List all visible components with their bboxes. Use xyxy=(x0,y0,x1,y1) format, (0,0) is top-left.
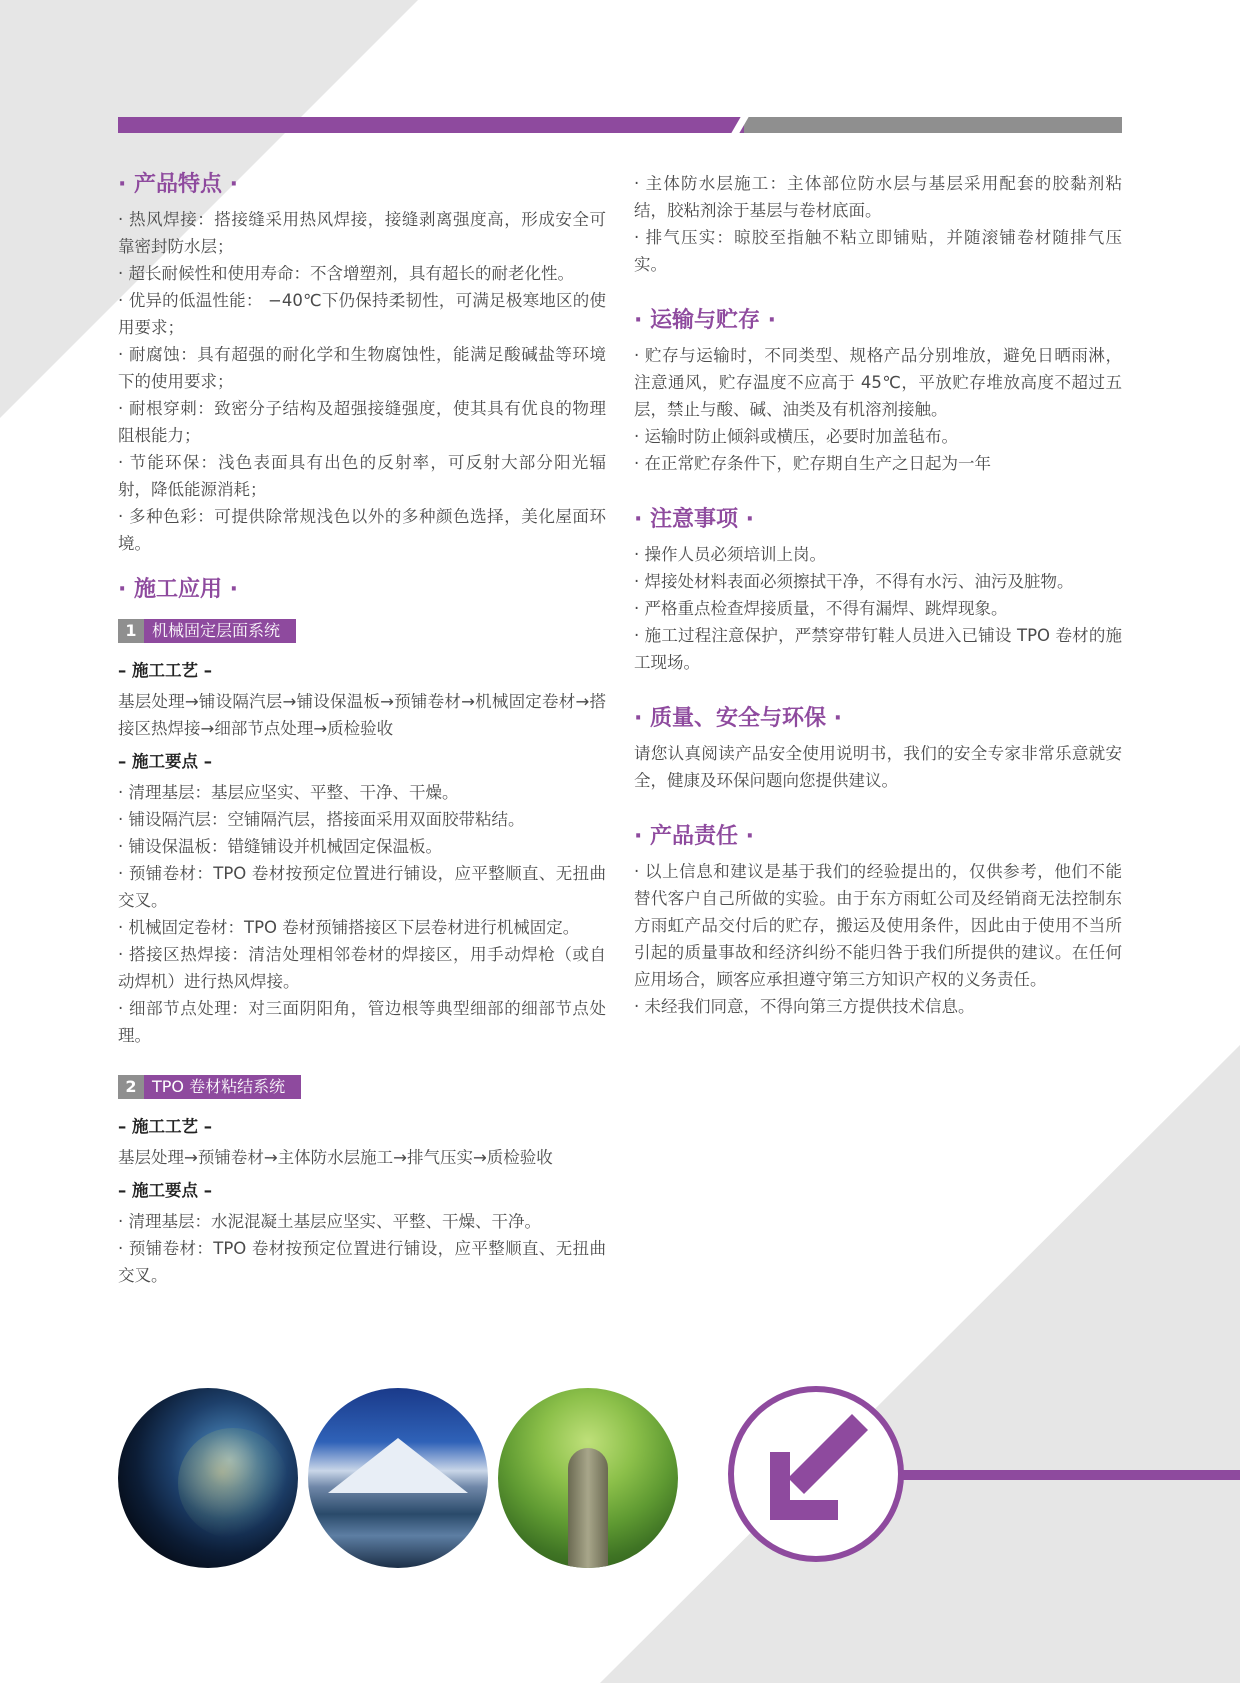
system1-point: · 铺设隔汽层：空铺隔汽层，搭接面采用双面胶带粘结。 xyxy=(118,810,525,829)
system2-process-head: – 施工工艺 – xyxy=(118,1117,212,1136)
feature-item: · 优异的低温性能： −40℃下仍保持柔韧性，可满足极寒地区的使用要求； xyxy=(118,291,606,337)
header-bar-purple xyxy=(118,117,744,133)
feature-item: · 耐根穿刺：致密分子结构及超强接缝强度，使其具有优良的物理阻根能力； xyxy=(118,399,606,445)
arrow-connector-line xyxy=(903,1470,1240,1480)
liability-title: · 产品责任 · xyxy=(634,824,755,849)
feature-item: · 耐腐蚀：具有超强的耐化学和生物腐蚀性，能满足酸碱盐等环境下的使用要求； xyxy=(118,345,606,391)
feature-item: · 热风焊接：搭接缝采用热风焊接，接缝剥离强度高，形成安全可靠密封防水层； xyxy=(118,210,606,256)
notice-title: · 注意事项 · xyxy=(634,507,755,532)
feature-item: · 超长耐候性和使用寿命：不含增塑剂，具有超长的耐老化性。 xyxy=(118,264,574,283)
tree-image xyxy=(498,1388,678,1568)
system1-process: 基层处理→铺设隔汽层→铺设保温板→预铺卷材→机械固定卷材→搭接区热焊接→细部节点处理→质检验收 xyxy=(118,692,606,738)
storage-item: · 在正常贮存条件下，贮存期自生产之日起为一年 xyxy=(634,454,991,473)
application-title: · 施工应用 · xyxy=(118,577,239,602)
quality-text: 请您认真阅读产品安全使用说明书，我们的安全专家非常乐意就安全，健康及环保问题向您提供建议。 xyxy=(634,744,1122,790)
continued-point: · 主体防水层施工：主体部位防水层与基层采用配套的胶黏剂粘结，胶粘剂涂于基层与卷材底面。 xyxy=(634,174,1122,220)
system1-points-head: – 施工要点 – xyxy=(118,752,212,771)
system1-label xyxy=(118,619,296,643)
system2-name: TPO 卷材粘结系统 xyxy=(144,1075,301,1099)
system2-process: 基层处理→预铺卷材→主体防水层施工→排气压实→质检验收 xyxy=(118,1148,553,1167)
system1-point: · 机械固定卷材：TPO 卷材预铺搭接区下层卷材进行机械固定。 xyxy=(118,918,580,937)
feature-item: · 节能环保：浅色表面具有出色的反射率，可反射大部分阳光辐射，降低能源消耗； xyxy=(118,453,606,499)
system2-label xyxy=(118,1075,301,1099)
right-column xyxy=(634,170,1122,1020)
system1-point: · 铺设保温板：错缝铺设并机械固定保温板。 xyxy=(118,837,442,856)
quality-title: · 质量、安全与环保 · xyxy=(634,706,843,731)
system2-number: 2 xyxy=(118,1075,144,1099)
system1-name: 机械固定层面系统 xyxy=(144,619,296,643)
arrow-down-left-icon xyxy=(734,1392,898,1556)
storage-title: · 运输与贮存 · xyxy=(634,308,777,333)
system1-point: · 搭接区热焊接：清洁处理相邻卷材的焊接区，用手动焊枪（或自动焊机）进行热风焊接。 xyxy=(118,945,606,991)
liability-item: · 以上信息和建议是基于我们的经验提出的，仅供参考，他们不能替代客户自己所做的实验。由于东方雨虹公司及经销商无法控制东方雨虹产品交付后的贮存，搬运及使用条件，因此由于使用不当所引起的质量事故和经济纠纷不能归咎于我们所提供的建议。在任何应用场合，顾客应承担遵守第三方知识产权的义务责任。 xyxy=(634,862,1122,989)
storage-item: · 贮存与运输时，不同类型、规格产品分别堆放，避免日晒雨淋，注意通风，贮存温度不应高于 45℃，平放贮存堆放高度不超过五层，禁止与酸、碱、油类及有机溶剂接触。 xyxy=(634,346,1122,419)
features-title: · 产品特点 · xyxy=(118,172,239,197)
notice-item: · 施工过程注意保护，严禁穿带钉鞋人员进入已铺设 TPO 卷材的施工现场。 xyxy=(634,626,1122,672)
system2-point: · 预铺卷材：TPO 卷材按预定位置进行铺设，应平整顺直、无扭曲交叉。 xyxy=(118,1239,606,1285)
left-column xyxy=(118,170,606,1289)
earth-image xyxy=(118,1388,298,1568)
system1-point: · 细部节点处理：对三面阴阳角，管边根等典型细部的细部节点处理。 xyxy=(118,999,606,1045)
feature-item: · 多种色彩：可提供除常规浅色以外的多种颜色选择，美化屋面环境。 xyxy=(118,507,606,553)
system2-point: · 清理基层：水泥混凝土基层应坚实、平整、干燥、干净。 xyxy=(118,1212,541,1231)
arrow-badge xyxy=(728,1386,904,1562)
system1-point: · 清理基层：基层应坚实、平整、干净、干燥。 xyxy=(118,783,459,802)
system1-point: · 预铺卷材：TPO 卷材按预定位置进行铺设，应平整顺直、无扭曲交叉。 xyxy=(118,864,606,910)
continued-point: · 排气压实：晾胶至指触不粘立即铺贴，并随滚铺卷材随排气压实。 xyxy=(634,228,1122,274)
notice-item: · 操作人员必须培训上岗。 xyxy=(634,545,826,564)
storage-item: · 运输时防止倾斜或横压，必要时加盖毡布。 xyxy=(634,427,958,446)
mountain-image xyxy=(308,1388,488,1568)
system2-points-head: – 施工要点 – xyxy=(118,1181,212,1200)
liability-item: · 未经我们同意，不得向第三方提供技术信息。 xyxy=(634,997,975,1016)
system1-process-head: – 施工工艺 – xyxy=(118,661,212,680)
notice-item: · 焊接处材料表面必须擦拭干净，不得有水污、油污及脏物。 xyxy=(634,572,1074,591)
system1-number: 1 xyxy=(118,619,144,643)
header-bar-gray xyxy=(744,117,1122,133)
notice-item: · 严格重点检查焊接质量，不得有漏焊、跳焊现象。 xyxy=(634,599,1008,618)
